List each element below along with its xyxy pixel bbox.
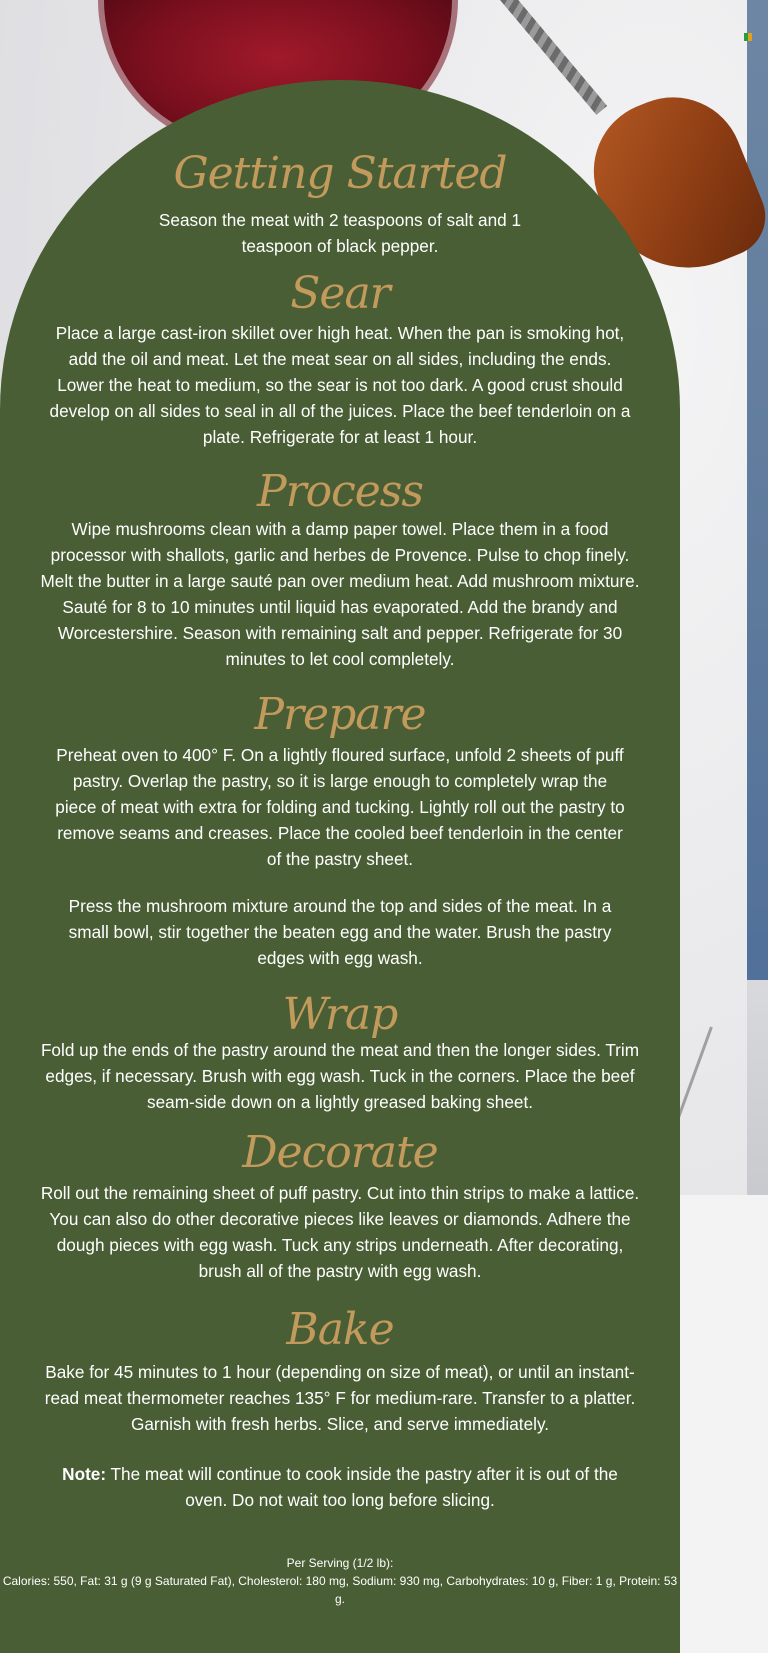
note-paragraph [55,1461,625,1513]
nutrition-serving: Per Serving (1/2 lb): [286,1556,394,1570]
corner-marker-icon [744,33,752,41]
white-surface [680,1195,768,1653]
heading-sear: Sear [290,268,390,319]
process-text: Wipe mushrooms clean with a damp paper towel. Place them in a food processor with shallots, garlic and herbes de Provence. Pulse to chop finely. Melt the butter in a large sauté pan over medium heat. Add mushroom mixture. Sauté for 8 to 10 minutes until liquid has evaporated. Add the brandy and Worcestershire. Season with remaining salt and pepper. Refrigerate for 30 minutes to let cool completely. [40,519,640,669]
heading-prepare: Prepare [254,689,426,740]
blue-cloth-strip [747,0,768,980]
prepare-text-1: Preheat oven to 400° F. On a lightly floured surface, unfold 2 sheets of puff pastry. Overlap the pastry, so it is large enough to completely wrap the piece of meat with extra for folding and tucking. Lightly roll out the pastry to remove seams and creases. Place the cooled beef tenderloin in the center of the pastry sheet. [55,745,625,869]
nutrition-facts: Calories: 550, Fat: 31 g (9 g Saturated Fat), Cholesterol: 180 mg, Sodium: 930 mg, Carbohydrates: 10 g, Fiber: 1 g, Protein: 53 g. [2,1574,678,1606]
heading-wrap: Wrap [282,989,398,1040]
heading-process: Process [257,466,423,517]
heading-getting-started: Getting Started [173,148,507,199]
bake-text: Bake for 45 minutes to 1 hour (depending on size of meat), or until an instant-read meat thermometer reaches 135° F for medium-rare. Transfer to a platter. Garnish with fresh herbs. Slice, and serve immediately. [44,1362,636,1434]
wrap-text: Fold up the ends of the pastry around the meat and then the longer sides. Trim edges, if necessary. Brush with egg wash. Tuck in the corners. Place the beef seam-side down on a lightly greased baking sheet. [40,1040,640,1112]
prepare-text-2: Press the mushroom mixture around the top and sides of the meat. In a small bowl, stir together the beaten egg and the water. Brush the pastry edges with egg wash. [68,896,612,968]
decorate-text: Roll out the remaining sheet of puff pastry. Cut into thin strips to make a lattice. You can also do other decorative pieces like leaves or diamonds. Adhere the dough pieces with egg wash. Tuck any strips underneath. After decorating, brush all of the pastry with egg wash. [40,1183,640,1281]
note-label: Note: [62,1464,107,1484]
sear-text: Place a large cast-iron skillet over high heat. When the pan is smoking hot, add the oil and meat. Let the meat sear on all sides, including the ends. Lower the heat to medium, so the sear is not too dark. A good crust should develop on all sides to seal in all of the juices. Place the beef tenderloin on a plate. Refrigerate for at least 1 hour. [49,323,631,447]
note-text: The meat will continue to cook inside the pastry after it is out of the oven. Do not wait too long before slicing. [106,1464,618,1510]
heading-bake: Bake [286,1304,394,1355]
getting-started-text: Season the meat with 2 teaspoons of salt and 1 teaspoon of black pepper. [158,210,522,256]
heading-decorate: Decorate [242,1127,438,1178]
